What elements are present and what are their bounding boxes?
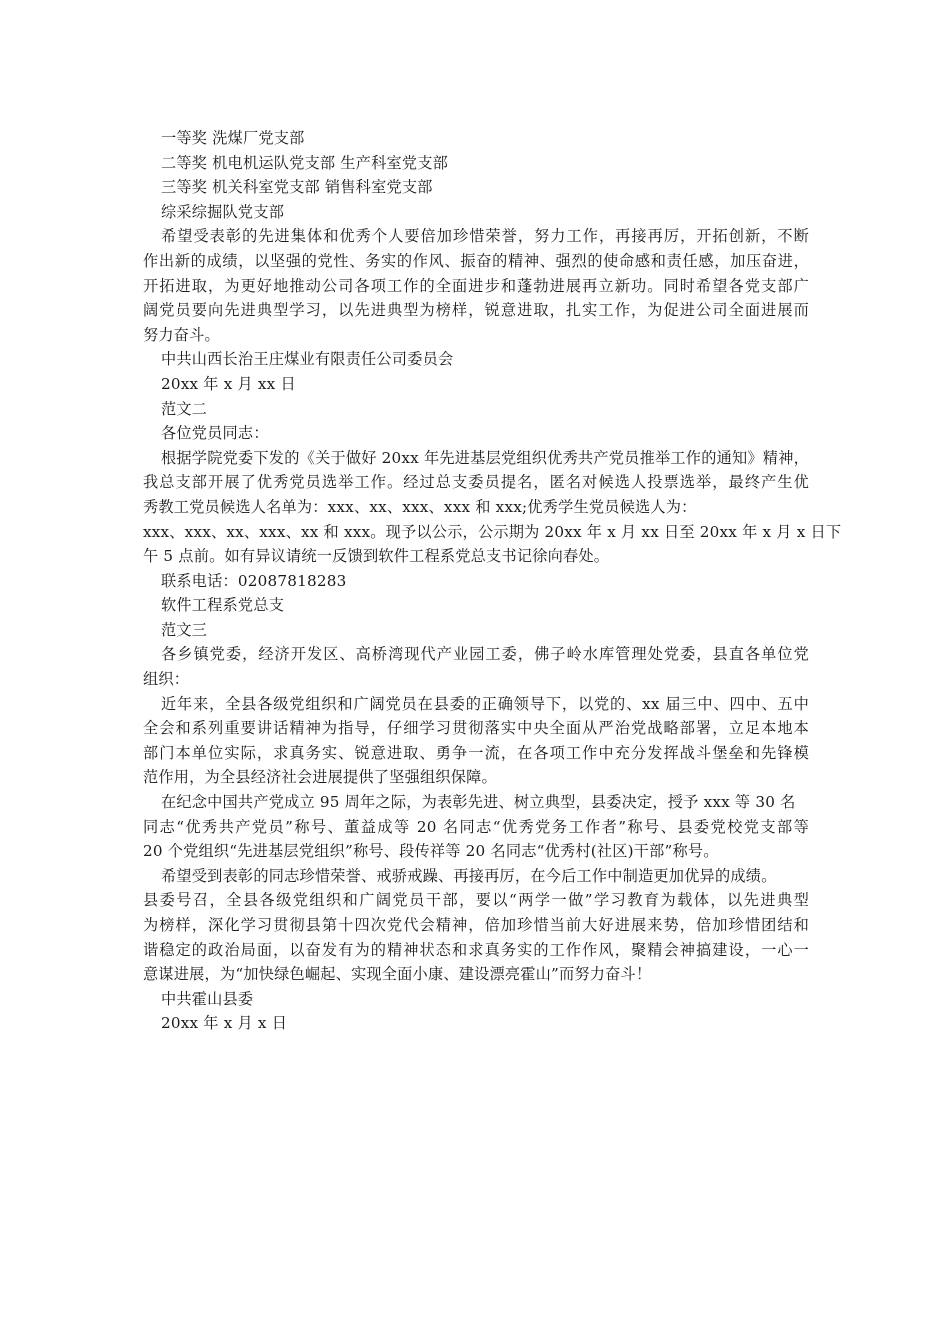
paragraph-line: 范作用，为全县经济社会进展提供了坚强组织保障。 [143, 768, 497, 787]
paragraph-line: 同志“优秀共产党员”称号、董益成等 20 名同志“优秀党务工作者”称号、县委党校党支部等 [143, 817, 809, 836]
paragraph-line: 根据学院党委下发的《关于做好 20xx 年先进基层党组织优秀共产党员推举工作的通知》精神， [161, 448, 809, 467]
section1-date: 20xx 年 x 月 xx 日 [161, 374, 296, 393]
section2-phone: 联系电话：02087818283 [161, 571, 347, 590]
paragraph-line: 意谋进展，为“加快绿色崛起、实现全面小康、建设漂亮霍山”而努力奋斗！ [143, 965, 652, 984]
section3-salutation: 各乡镇党委，经济开发区、高桥湾现代产业园工委，佛子岭水库管理处党委，县直各单位党 [161, 645, 809, 664]
paragraph-line: 谐稳定的政治局面，以奋发有为的精神状态和求真务实的工作作风，聚精会神搞建设，一心一 [143, 940, 809, 959]
paragraph-line: 作出新的成绩，以坚强的党性、务实的作风、振奋的精神、强烈的使命感和责任感，加压奋进， [143, 251, 809, 270]
award-second-label: 二等奖 [161, 153, 208, 172]
paragraph-line: 努力奋斗。 [143, 325, 220, 344]
award-second-units: 机电机运队党支部 生产科室党支部 [212, 153, 449, 172]
paragraph-line: 在纪念中国共产党成立 95 周年之际，为表彰先进、树立典型，县委决定，授予 xxx 等 30 名 [161, 793, 796, 812]
section3-signature: 中共霍山县委 [161, 989, 254, 1008]
section2-title: 范文二 [161, 399, 208, 418]
section2-signature: 软件工程系党总支 [161, 596, 285, 615]
section3-date: 20xx 年 x 月 x 日 [161, 1014, 288, 1033]
award-third [143, 175, 809, 200]
paragraph-line: 秀教工党员候选人名单为：xxx、xx、xxx、xxx 和 xxx;优秀学生党员候选人为： [143, 497, 697, 516]
paragraph-line: 20 个党组织“先进基层党组织”称号、段传祥等 20 名同志“优秀村(社区)干部”称号。 [143, 842, 719, 861]
section2-salutation: 各位党员同志： [161, 424, 269, 443]
paragraph-line: 全会和系列重要讲话精神为指导，仔细学习贯彻落实中央全面从严治党战略部署，立足本地本 [143, 719, 809, 738]
paragraph-line: 我总支部开展了优秀党员选举工作。经过总支委员提名，匿名对候选人投票选举，最终产生优 [143, 473, 809, 492]
document-page [143, 126, 842, 1036]
paragraph-line: 希望受表彰的先进集体和优秀个人要倍加珍惜荣誉，努力工作，再接再厉，开拓创新，不断 [161, 227, 809, 246]
paragraph-line: 近年来，全县各级党组织和广阔党员在县委的正确领导下，以党的、xx 届三中、四中、五中 [161, 694, 809, 713]
award-second [143, 151, 809, 176]
section3-salutation: 组织： [143, 670, 190, 689]
paragraph-line: 开拓进取，为更好地推动公司各项工作的全面进步和蓬勃进展再立新功。同时希望各党支部广 [143, 276, 809, 295]
paragraph-line: xxx、xxx、xx、xxx、xx 和 xxx。现予以公示，公示期为 20xx 年 x 月 xx 日至 20xx 年 x 月 x 日下 [143, 522, 842, 541]
award-third-units: 机关科室党支部 销售科室党支部 [212, 178, 433, 197]
section3-title: 范文三 [161, 620, 208, 639]
paragraph-line: 阔党员要向先进典型学习，以先进典型为榜样，锐意进取，扎实工作，为促进公司全面进展而 [143, 301, 809, 320]
award-extra: 综采综掘队党支部 [161, 202, 285, 221]
paragraph-line: 午 5 点前。如有异议请统一反馈到软件工程系党总支书记徐向春处。 [143, 547, 610, 566]
award-first-units: 洗煤厂党支部 [212, 129, 305, 147]
award-third-label: 三等奖 [161, 178, 208, 197]
paragraph-line: 县委号召，全县各级党组织和广阔党员干部，要以“两学一做”学习教育为载体，以先进典型 [143, 891, 809, 910]
award-first [143, 126, 809, 151]
section1-signature: 中共山西长治王庄煤业有限责任公司委员会 [161, 350, 454, 369]
award-first-label: 一等奖 [161, 129, 208, 147]
paragraph-line: 部门本单位实际，求真务实、锐意进取、勇争一流，在各项工作中充分发挥战斗堡垒和先锋模 [143, 743, 809, 762]
paragraph-line: 希望受到表彰的同志珍惜荣誉、戒骄戒躁、再接再厉，在今后工作中制造更加优异的成绩。 [161, 866, 777, 885]
paragraph-line: 为榜样，深化学习贯彻县第十四次党代会精神，倍加珍惜当前大好进展来势，倍加珍惜团结和 [143, 916, 809, 934]
